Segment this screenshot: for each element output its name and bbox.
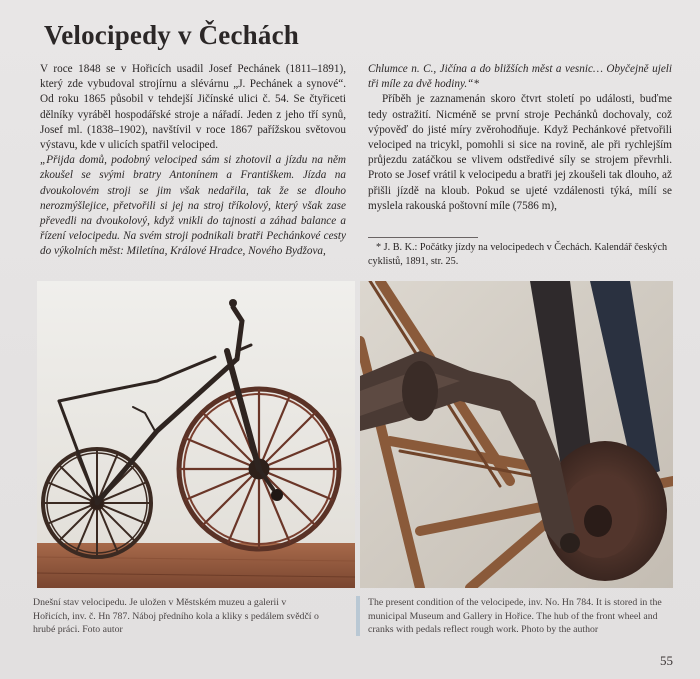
quote-continuation: Chlumce n. C., Jičína a do bližších měst a vesnic… Obyčejně ujeli tři míle za dvě hodiny.“*: [368, 63, 672, 91]
right-text-column: [368, 62, 672, 214]
left-text-column: [40, 62, 346, 260]
intro-paragraph: V roce 1848 se v Hořicích usadil Josef Pechánek (1811–1891), který zde vybudoval strojírnu a slévárnu „J. Pechánek a synové“. Od roku 1865 působil v tehdejší Jičínské ulici č. 54. Se čtyřiceti dělníky vyráběl hospodářské stroje a nářadí. Jeden z jeho tří synů, Josef ml. (1838–1902), navštívil v roce 1867 pařížskou světovou výstavu, kde v ulicích spatřil velociped.: [40, 63, 346, 152]
footnote-divider: [368, 237, 478, 238]
page-title: Velocipedy v Čechách: [44, 20, 299, 50]
velocipede-photo: [37, 281, 355, 588]
story-paragraph: Příběh je zaznamenán skoro čtvrt století po události, buďme tedy ostražití. Nicméně se první stroje Pechánků dochovaly, což výpověď do jisté míry zvěrohodňuje. Když Pechánkové přetvořili velociped na tricykl, pomohli si sice na rovině, ale při rychlejším průjezdu zatáčkou se vlivem odstředivé síly se strojem převrhli. Proto se Josef vrátil k velocipedu a bratři jej zkoušeli tak dlouho, až přišli jízdě na kloub. Pokud se ujeté vzdálenosti týká, mílí se myslela rakouská poštovní míle (7586 m),: [368, 93, 672, 212]
quote-paragraph: „Přijda domů, podobný velociped sám si zhotovil a jízdu na něm zkoušel se svými bratry Antonínem a Františkem. Jízda na dvoukolovém stroji se jim však nedařila, tak že se dlouho nerozmýšlejice, přetvořili si jej na stroj tříkolový, který však zase převedli na dvoukolový, když vnikli do tajnosti a záhad balance a řízení velocipedu. Na svém stroji podnikali bratři Pechánkové cesty do výkolních měst: Miletína, Králové Hradce, Nového Bydžova,: [40, 154, 346, 258]
hub-detail-photo: [360, 281, 673, 588]
footnote: * J. B. K.: Počátky jízdy na velocipedech v Čechách. Kalendář českých cyklistů, 1891, str. 25.: [368, 242, 668, 267]
velocipede-illustration: [37, 281, 355, 588]
page-number: 55: [660, 653, 673, 668]
caption-accent-bar: [356, 596, 360, 636]
hub-detail-illustration: [360, 281, 673, 588]
caption-english: The present condition of the velocipede, inv. No. Hn 784. It is stored in the municipal Museum and Gallery in Hořice. The hub of the front wheel and cranks with pedals reflect rough work. Photo by the author: [368, 597, 662, 635]
caption-czech: Dnešní stav velocipedu. Je uložen v Městském muzeu a galerii v Hořicích, inv. č. Hn 787. Náboj předního kola a kliky s pedálem svědčí o hrubé práci. Foto autor: [33, 597, 319, 635]
